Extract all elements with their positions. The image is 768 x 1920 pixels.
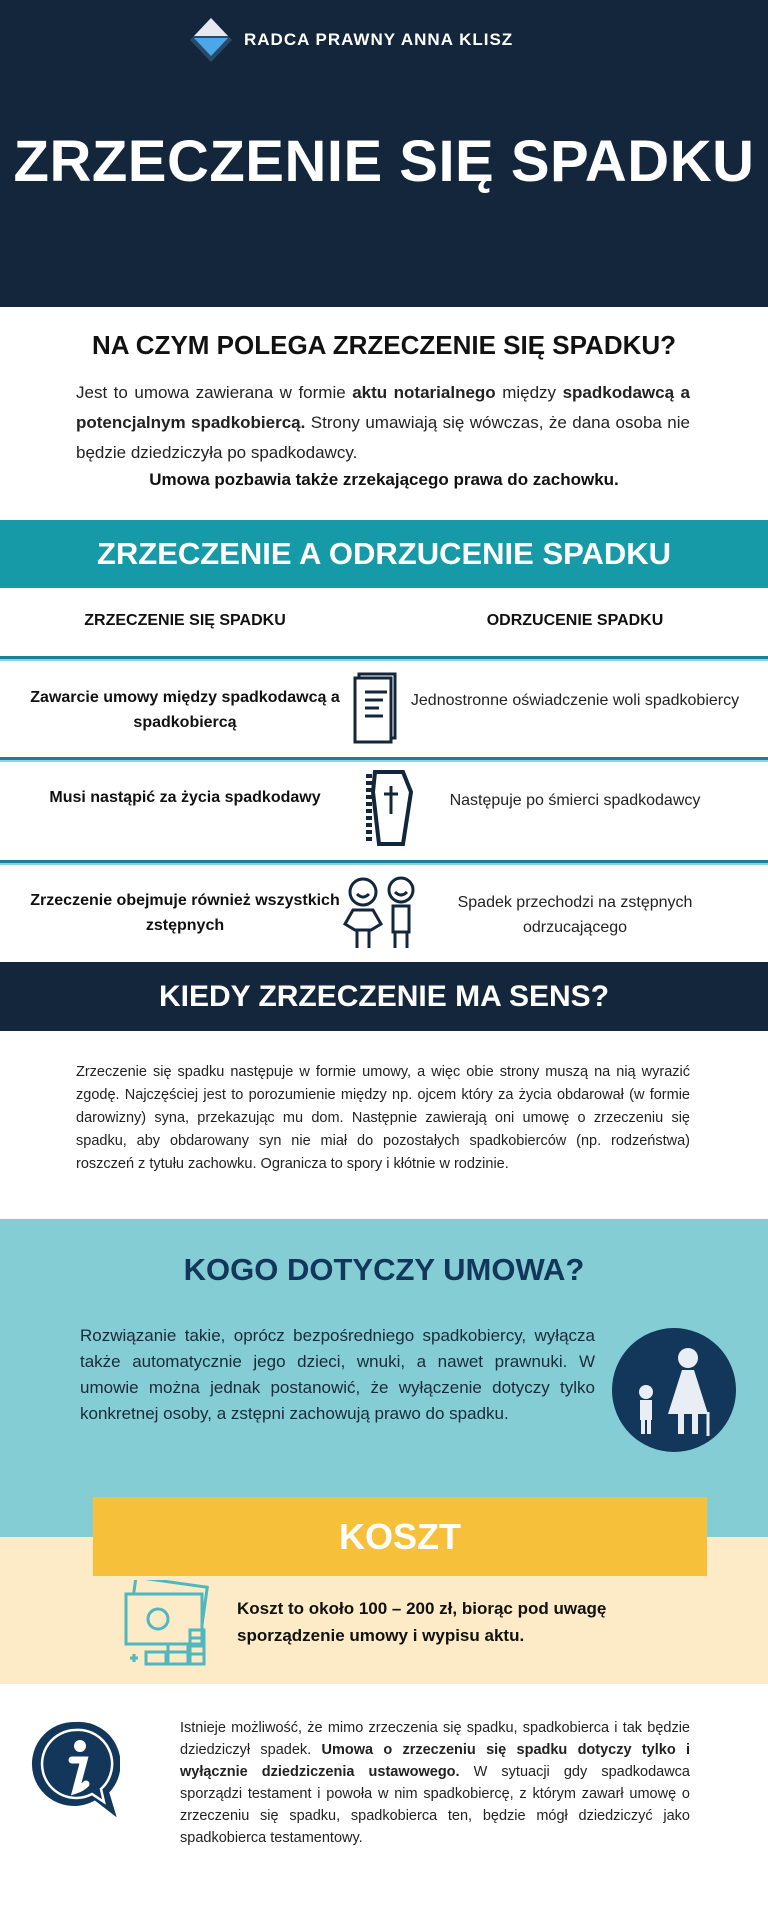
divider <box>0 757 768 760</box>
row-right: Jednostronne oświadczenie woli spadkobiercy <box>410 692 740 709</box>
diamond-logo-icon <box>188 16 234 64</box>
row-left: Musi nastąpić za życia spadkodawy <box>49 789 321 806</box>
info-paragraph: Istnieje możliwość, że mimo zrzeczenia się spadku, spadkobierca i tak będzie dziedziczył spadek. Umowa o zrzeczeniu się spadku dotyczy tylko i wyłącznie dziedziczenia ustawowego. W sytuacji gdy spadkodawca sporządzi testament i powoła w nim spadkobiercę, z którym zawarł umowę o zrzeczeniu się spadku, spadkobierca ten, będzie mógł dziedziczyć jako spadkobierca testamentowy. <box>180 1720 690 1846</box>
col-header-right: ODRZUCENIE SPADKU <box>486 612 664 629</box>
row-right: Spadek przechodzi na zstępnych odrzucającego <box>457 894 693 936</box>
intro-bold-line: Umowa pozbawia także zrzekającego prawa do zachowku. <box>149 470 619 489</box>
row-left: Zawarcie umowy między spadkodawcą a spadkobiercą <box>30 689 340 731</box>
compare-heading: ZRZECZENIE A ODRZUCENIE SPADKU <box>0 520 768 588</box>
elderly-with-child-icon <box>612 1328 736 1452</box>
divider <box>0 656 768 659</box>
who-paragraph: Rozwiązanie takie, oprócz bezpośredniego spadkobiercy, wyłącza także automatycznie jego dzieci, wnuki, a nawet prawnuki. W umowie można jednak postanowić, że wyłączenie dotyczy tylko konkretnej osoby, a zstępni zachowują prawo do spadku. <box>80 1326 595 1423</box>
col-header-left: ZRZECZENIE SIĘ SPADKU <box>84 612 286 629</box>
brand-name: RADCA PRAWNY ANNA KLISZ <box>244 30 514 49</box>
money-icon <box>118 1580 214 1670</box>
cost-heading: KOSZT <box>93 1497 707 1576</box>
row-left: Zrzeczenie obejmuje również wszystkich zstępnych <box>30 892 340 934</box>
who-heading: KOGO DOTYCZY UMOWA? <box>183 1252 585 1287</box>
row-right: Następuje po śmierci spadkodawcy <box>449 792 701 809</box>
when-paragraph: Zrzeczenie się spadku następuje w formie umowy, a więc obie strony muszą na nią wyrazić zgodę. Najczęściej jest to porozumienie między np. ojcem który za życia obdarował (w formie darowizny) syna, przekazując mu dom. Następnie zawierają oni umowę o zrzeczeniu się spadku, aby obdarowany syn nie miał do pozostałych spadkobierców (np. rodzeństwa) roszczeń z tytułu zachowku. Ogranicza to spory i kłótnie w rodzinie. <box>76 1064 690 1172</box>
info-icon <box>30 1716 120 1836</box>
divider <box>0 860 768 863</box>
when-heading: KIEDY ZRZECZENIE MA SENS? <box>0 962 768 1031</box>
intro-paragraph: Jest to umowa zawierana w formie aktu notarialnego między spadkodawcą a potencjalnym spadkobiercą. Strony umawiają się wówczas, że dana osoba nie będzie dziedziczyła po spadkodawcy. <box>76 383 691 462</box>
page-title: ZRZECZENIE SIĘ SPADKU <box>13 129 755 194</box>
cost-text: Koszt to około 100 – 200 zł, biorąc pod uwagę sporządzenie umowy i wypisu aktu. <box>237 1599 607 1645</box>
intro-heading: NA CZYM POLEGA ZRZECZENIE SIĘ SPADKU? <box>91 330 677 360</box>
